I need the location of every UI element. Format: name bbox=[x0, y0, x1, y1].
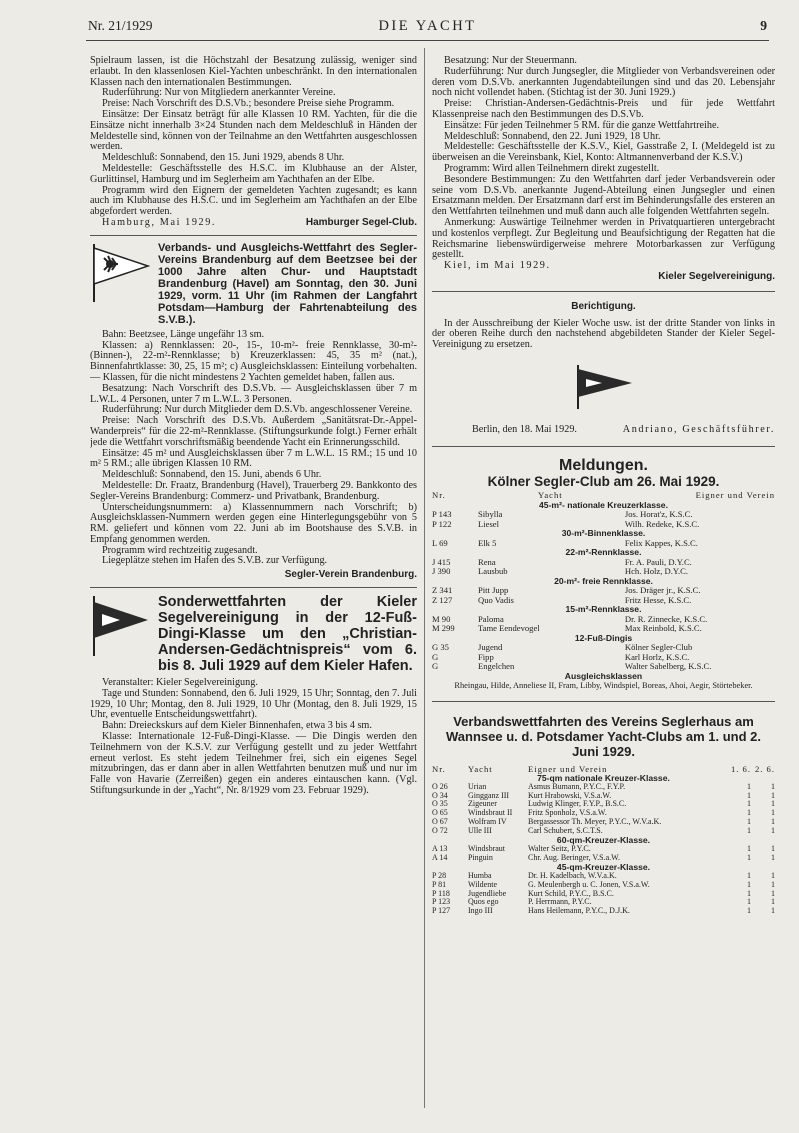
place-date: Hamburg, Mai 1929. bbox=[102, 216, 217, 228]
class-row: 20-m²- freie Rennklasse. bbox=[554, 575, 653, 586]
class-row: 30-m²-Binnenklasse. bbox=[561, 528, 646, 539]
table-header: Nr. Yacht Eigner und Verein 1. 6. 2. 6. bbox=[432, 763, 775, 774]
class-row: 15-m²-Rennklasse. bbox=[565, 604, 642, 615]
table-row: G 35 Jugend Kölner Segler-Club bbox=[432, 642, 693, 653]
berichtigung-title: Berichtigung. bbox=[571, 300, 636, 312]
table-row: O 67 Wolfram IV Bergassessor Th. Meyer, P.Y.C., W.V.a.K. 1 1 bbox=[432, 817, 775, 827]
paragraph: Klasse: Internationale 12-Fuß-Dingi-Klasse. — Die Dingis werden den Teilnehmern von der K.S.V. zur Verfügung gestellt und zu jeder Wettfahrt erneut verlost. Es steht jedem Teilnehmer frei, sich ein eigenes Segel mitzubringen, das er dann aber in allen Wettfahrten benutzen muß und nur im Falle von Havarie (Zerreißen) gegen ein anderes eintauschen kann. (Vgl. Stiftungsurkunde in der „Yacht“, Nr. 8/1929 vom 23. Februar 1929). bbox=[90, 731, 417, 797]
pennant-eagle-icon bbox=[90, 242, 150, 326]
koelner-title: Kölner Segler-Club am 26. Mai 1929. bbox=[487, 473, 720, 489]
paragraph: In der Ausschreibung der Kieler Woche usw. ist der dritte Stander von links in der oberen Reihe durch den nachstehend abgebildeten Stander der Kieler Segel-Vereinigung zu ersetzen. bbox=[432, 317, 775, 351]
signature: Andriano, Geschäftsführer. bbox=[622, 423, 775, 435]
table-row: O 72 Ulle III Carl Schubert, S.C.T.S. 1 1 bbox=[432, 826, 775, 836]
table-row: O 26 Urian Asmus Bumann, P.Y.C., F.Y.P. 1 1 bbox=[432, 781, 775, 791]
paragraph: Liegeplätze stehen im Hafen des S.V.B. zur Verfügung. bbox=[102, 555, 328, 567]
paragraph: Besatzung: Nach Vorschrift des D.S.Vb. — Ausgleichsklassen über 7 m L.W.L. 4 Personen, unter 7 m L.W.L. 3 Personen. bbox=[90, 382, 417, 405]
table-row: A 14 Pinguin Chr. Aug. Beringer, V.S.a.W. 1 1 bbox=[432, 852, 775, 862]
brandenburg-title: Verbands- und Ausgleichs-Wettfahrt des Segler-Vereins Brandenburg auf dem Beetzsee bei der 1000 Jahre alten Chur- und Hauptstadt Brandenburg (Havel) am Sonntag, den 30. Juni 1929, vorm. 11 Uhr (im Rahmen der Langfahrt Potsdam—Hamburg der Fahrtenabteilung des S.V.B.). bbox=[158, 241, 417, 326]
wannsee-title: Verbandswettfahrten des Vereins Seglerhaus am Wannsee u. d. Potsdamer Yacht-Clubs am 1. und 2. Juni 1929. bbox=[446, 713, 761, 759]
paragraph: Einsätze: 45 m² und Ausgleichsklassen über 7 m L.W.L. 15 RM.; 15 und 10 m² 5 RM.; alle übrigen Klassen 10 RM. bbox=[90, 447, 417, 470]
paragraph: Programm wird den Eignern der gemeldeten Yachten zugesandt; es kann auch im Klubhause des H.S.C. und im Seglerheim am Yachthafen an der Elbe abgefordert werden. bbox=[90, 184, 417, 218]
table-row: Z 341 Pitt Jupp Jos. Dräger jr., K.S.C. bbox=[432, 585, 701, 596]
paragraph: Ruderführung: Nur durch Jungsegler, die Mitglieder von Verbandsvereinen oder deren vom D.S.Vb. anerkannten Jugendabteilungen sind und das 20. Lebensjahr noch nicht vollendet haben. (Stichtag ist der 30. Juni 1929.) bbox=[432, 65, 775, 99]
section-rule bbox=[432, 291, 775, 292]
left-column bbox=[90, 56, 417, 1116]
table-row: O 65 Windsbraut II Fritz Sponholz, V.S.a.W. 1 1 bbox=[432, 808, 775, 818]
class-row: 12-Fuß-Dingis bbox=[574, 632, 633, 643]
header-rule bbox=[86, 40, 769, 41]
paragraph: Meldeschluß: Sonnabend, den 22. Juni 1929, 18 Uhr. bbox=[444, 130, 661, 142]
kiel-title: Sonderwettfahrten der Kieler Segelvereinigung in der 12-Fuß-Dingi-Klasse um den „Christian-Andersen-Gedächtnispreis“ vom 6. bis 8. Juli 1929 auf dem Kieler Hafen. bbox=[158, 594, 417, 675]
table-row: J 390 Lausbub Hch. Holz, D.Y.C. bbox=[432, 566, 688, 577]
paragraph: Veranstalter: Kieler Segelvereinigung. bbox=[102, 677, 258, 689]
place-date: Kiel, im Mai 1929. bbox=[444, 260, 551, 272]
table-row: P 123 Quos ego P. Herrmann, P.Y.C. 1 1 bbox=[432, 897, 775, 907]
section-rule bbox=[90, 235, 417, 236]
club-signature: Hamburger Segel-Club. bbox=[305, 216, 417, 228]
running-header bbox=[88, 18, 767, 40]
table-row: O 34 Gingganz III Kurt Hrabowski, V.S.a.W. 1 1 bbox=[432, 790, 775, 800]
paragraph: Meldestelle: Geschäftsstelle der K.S.V., Kiel, Gasstraße 2, I. (Meldegeld ist zu überweisen an die Vereinsbank, Kiel, Konto: Altmannenverband der K.S.V.) bbox=[432, 141, 775, 164]
paragraph: Programm wird rechtzeitig zugesandt. bbox=[102, 544, 258, 556]
col-yacht: Yacht bbox=[538, 490, 563, 501]
paragraph: Klassen: a) Rennklassen: 20-, 15-, 10-m²- freie Rennklasse, 30-m²- (Binnen-), 22-m²-Rennklasse; b) Kreuzerklassen: 45, 35 m² (nat.), Binnenfahrtklasse: 30, 25, 15 m²; c) Ausgleichsklassen: Einteilung vorbehalten. — Klassen, für die nicht mindestens 2 Yachten gemeldet haben, fallen aus. bbox=[90, 339, 417, 383]
paragraph: Meldestelle: Dr. Fraatz, Brandenburg (Havel), Trauerberg 29. Bankkonto des Segler-Vereins Brandenburg: Commerz- und Privatbank, Brandenburg. bbox=[90, 479, 417, 502]
club-signature: Kieler Segelvereinigung. bbox=[658, 270, 775, 282]
paragraph: Meldeschluß: Sonnabend, den 15. Juni, abends 6 Uhr. bbox=[102, 469, 322, 481]
table-row: O 35 Zigeuner Ludwig Klinger, F.Y.P., B.S.C. 1 1 bbox=[432, 799, 775, 809]
table-row: P 127 Ingo III Hans Heilemann, P.Y.C., D.J.K. 1 1 bbox=[432, 906, 775, 916]
table-row: A 13 Windsbraut Walter Seitz, P.Y.C. 1 1 bbox=[432, 843, 775, 853]
signature-line bbox=[432, 425, 775, 436]
koelner-table bbox=[432, 491, 775, 691]
club-signature: Segler-Verein Brandenburg. bbox=[284, 569, 417, 581]
paragraph: Meldestelle: Geschäftsstelle des H.S.C. im Klubhause an der Alster, Gurlittinsel, Hamburg und im Seglerheim am Yachthafen an der Elbe. bbox=[90, 162, 417, 185]
column-divider bbox=[424, 48, 425, 1108]
paragraph: Bahn: Beetzsee, Länge ungefähr 13 sm. bbox=[102, 328, 265, 340]
page-number: 9 bbox=[760, 18, 767, 33]
place-date: Berlin, den 18. Mai 1929. bbox=[472, 423, 577, 435]
table-row: P 118 Jugendliebe Kurt Schild, P.Y.C., B.S.C. 1 1 bbox=[432, 888, 775, 898]
table-row: Z 127 Quo Vadis Fritz Hesse, K.S.C. bbox=[432, 594, 692, 605]
section-rule bbox=[432, 446, 775, 447]
table-row: M 299 Tame Eendevogel Max Reinbold, K.S.C. bbox=[432, 623, 702, 634]
paragraph: Spielraum lassen, ist die Höchstzahl der Besatzung zulässig, weniger sind erlaubt. In den klassenlosen Kiel-Yachten unbeschränkt. In den internationalen Klassen nach den internationalen Bestimmungen. bbox=[90, 56, 417, 88]
paragraph: Preise: Christian-Andersen-Gedächtnis-Preis und für jede Wettfahrt Klassenpreise nach den Bestimmungen des D.S.Vb. bbox=[432, 98, 775, 120]
class-row: 45-m²- nationale Kreuzerklasse. bbox=[539, 499, 668, 510]
paragraph: Einsätze: Für jeden Teilnehmer 5 RM. für die ganze Wettfahrtreihe. bbox=[444, 119, 720, 131]
section-rule bbox=[432, 701, 775, 702]
paragraph: Preise: Nach Vorschrift des D.S.Vb.; besondere Preise siehe Programm. bbox=[102, 98, 395, 110]
table-row: Rheingau, Hilde, Anneliese II, Fram, Libby, Windspiel, Boreas, Ahoi, Aegir, Störtebeker. bbox=[454, 681, 753, 691]
table-row: P 81 Wildente G. Meulenbergh u. C. Jonen, V.S.a.W. 1 1 bbox=[432, 879, 775, 889]
paragraph: Anmerkung: Auswärtige Teilnehmer werden in Privatquartieren untergebracht und kostenlos verpflegt. Zur Begleitung und Beaufsichtigung der Regatten hat die Reichsmarine liebenswürdigerweise mehrere Motorbarkassen zur Verfügung gestellt. bbox=[432, 216, 775, 261]
col-owner: Eigner und Verein bbox=[695, 490, 775, 501]
pennant-icon bbox=[90, 594, 150, 674]
paragraph: Einsätze: Der Einsatz beträgt für alle Klassen 10 RM. Yachten, für die die Einsätze nicht innerhalb 3×24 Stunden nach dem Meldeschluß in Händen der Meldestelle sind, können von der Teilnahme an den Wettfahrten ausgeschlossen werden. bbox=[90, 108, 417, 153]
meldungen-title: Meldungen. bbox=[559, 456, 648, 474]
table-row: L 69 Elk 5 Felix Kappes, K.S.C. bbox=[432, 537, 698, 548]
brandenburg-heading-block bbox=[90, 242, 417, 326]
class-row: 45-qm-Kreuzer-Klasse. bbox=[556, 861, 651, 872]
paragraph: Programm: Wird allen Teilnehmern direkt zugestellt. bbox=[444, 162, 660, 174]
paragraph: Besatzung: Nur der Steuermann. bbox=[444, 56, 577, 66]
signature-line bbox=[90, 218, 417, 229]
table-row: J 415 Rena Fr. A. Pauli, D.Y.C. bbox=[432, 556, 692, 567]
table-row: G Engelchen Walter Sabelberg, K.S.C. bbox=[432, 661, 712, 672]
table-row: P 28 Humba Dr. H. Kadelbach, W.V.a.K. 1 1 bbox=[432, 870, 775, 880]
class-row: Ausgleichsklassen bbox=[564, 670, 643, 681]
kiel-heading-block bbox=[90, 594, 417, 674]
right-column bbox=[432, 56, 775, 1116]
table-row: P 143 Sibylla Jos. Horat'z, K.S.C. bbox=[432, 509, 693, 520]
section-rule bbox=[90, 587, 417, 588]
table-row: P 122 Liesel Wilh. Redeke, K.S.C. bbox=[432, 518, 700, 529]
paragraph: Ruderführung: Nur von Mitgliedern anerkannter Vereine. bbox=[102, 87, 336, 99]
class-row: 60-qm-Kreuzer-Klasse. bbox=[556, 835, 651, 846]
class-row: 75-qm nationale Kreuzer-Klasse. bbox=[537, 772, 670, 783]
paragraph: Bahn: Dreieckskurs auf dem Kieler Binnenhafen, etwa 3 bis 4 sm. bbox=[102, 720, 372, 732]
kiel-pennant-icon bbox=[432, 363, 775, 411]
paragraph: Unterscheidungsnummern: a) Klassennummern nach Vorschrift; b) Ausgleichsklassen-Nummern werden gegen eine Hinterlegungsgebühr von 5 RM. geliefert und können vom 22. Juni ab im Bootshause des S.V.B. in Empfang genommen werden. bbox=[90, 501, 417, 545]
paragraph: Besondere Bestimmungen: Zu den Wettfahrten darf jeder Verbandsverein oder seine vom D.S.Vb. anerkannte Jugend-Abteilung einen Jungsegler und einen Ersatzmann melden. Der Ersatzmann darf erst im Behinderungsfalle des ersteren an den Wettfahrten teilnehmen und muß dann auch alle folgenden Wettfahrten segeln. bbox=[432, 173, 775, 218]
table-row: M 90 Paloma Dr. R. Zinnecke, K.S.C. bbox=[432, 613, 708, 624]
class-row: 22-m²-Rennklasse. bbox=[565, 547, 642, 558]
paragraph: Preise: Nach Vorschrift des D.S.Vb. Außerdem „Sanitätsrat-Dr.-Appel-Wanderpreis“ für die 22-m²-Rennklasse. (Stiftungsurkunde folgt.) Ferner erhält jede die Wettfahrt vorschriftsmäßig beendende Yacht ein Erinnerungsschild. bbox=[90, 415, 417, 448]
paragraph: Meldeschluß: Sonnabend, den 15. Juni 1929, abends 8 Uhr. bbox=[102, 152, 345, 164]
paragraph: Tage und Stunden: Sonnabend, den 6. Juli 1929, 15 Uhr; Sonntag, den 7. Juli 1929, 10 Uhr; Montag, den 8. Juli 1929, 10 Uhr (Montag, den 8. Juli 1929, 15 Uhr, eventuelle Entscheidungswettfahrt). bbox=[90, 687, 417, 721]
col-nr: Nr. bbox=[432, 490, 446, 501]
issue-number: Nr. 21/1929 bbox=[88, 18, 153, 33]
paragraph: Ruderführung: Nur durch Mitglieder dem D.S.Vb. angeschlossener Vereine. bbox=[102, 404, 413, 416]
magazine-title: DIE YACHT bbox=[378, 18, 477, 34]
table-row: G Fipp Karl Horlz, K.S.C. bbox=[432, 651, 690, 662]
wannsee-table bbox=[432, 765, 775, 916]
